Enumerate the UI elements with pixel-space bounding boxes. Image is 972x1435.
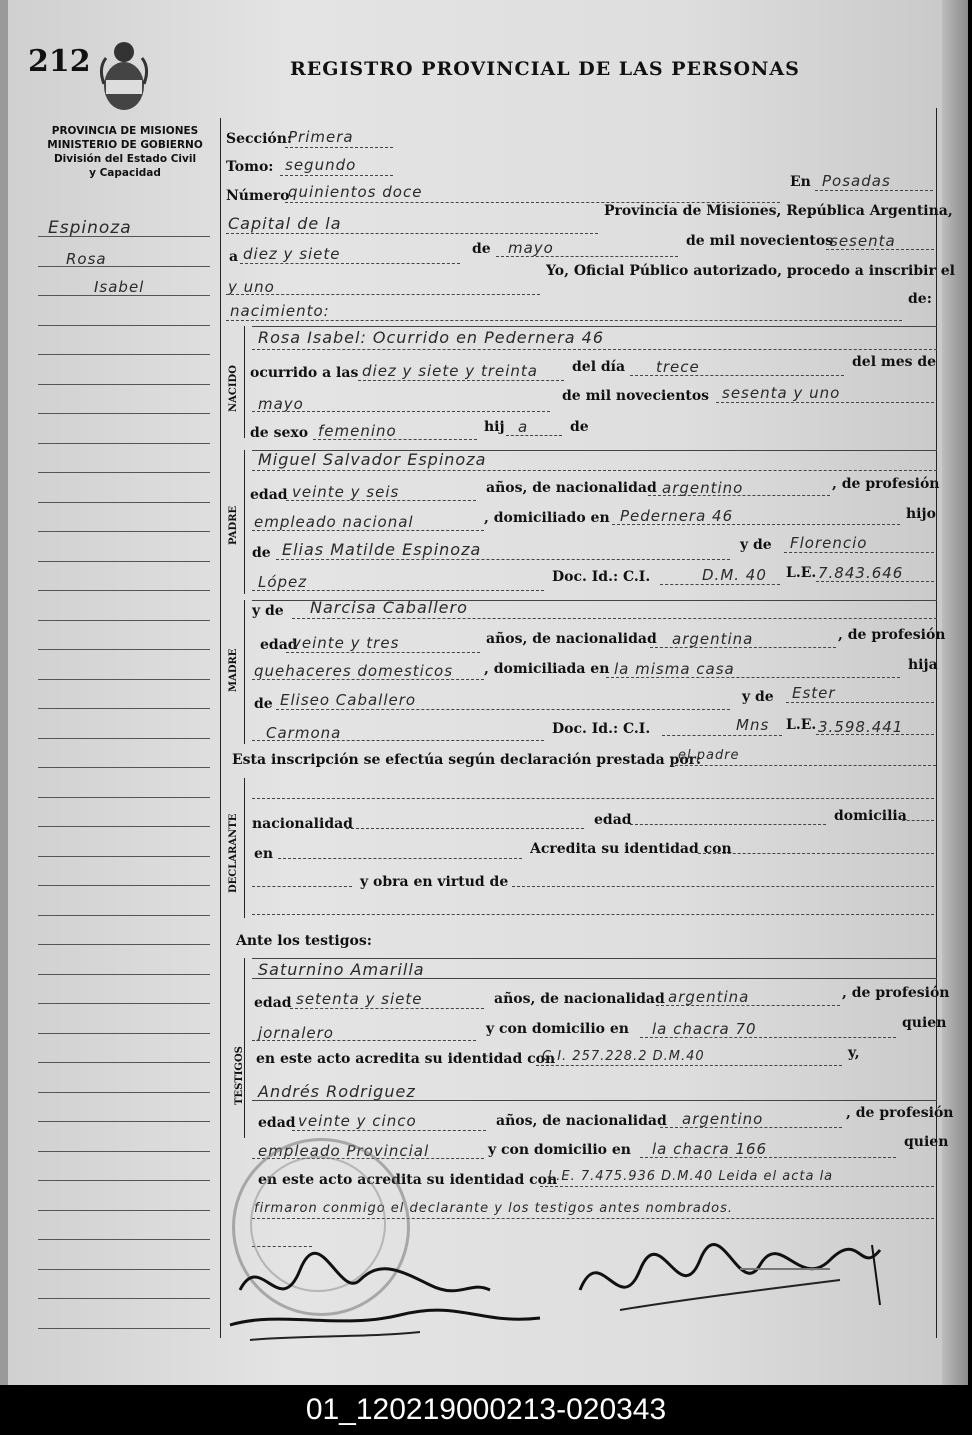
office-line: PROVINCIA DE MISIONES [51,125,199,137]
frame-right-rule [936,108,937,1338]
de-label: de [254,696,273,712]
binding-edge [0,0,8,1385]
margin-rule-line [38,767,210,768]
margin-rule-line [38,649,210,650]
padre-rule [244,450,245,594]
sexo-value: femenino [318,422,397,440]
anio-value: sesenta y uno [722,384,841,402]
margin-rule-line [38,1092,210,1093]
quien-label: quien [904,1134,949,1150]
acredita-label: en este acto acredita su identidad con [258,1172,558,1188]
section-label-nacido: NACIDO [228,365,239,412]
hija-label: hija [908,657,938,673]
margin-rule-line [38,974,210,975]
fill-line [276,559,730,560]
fill-line [276,709,730,710]
mil-label: de mil novecientos [562,388,710,404]
hij-label: hij [484,419,505,435]
dia-prefix: a [229,249,239,265]
fill-line [226,294,540,295]
fill-line [656,1005,840,1006]
margin-rule-line [38,708,210,709]
margin-rule-line [38,620,210,621]
margin-rule-line [38,590,210,591]
fill-line [252,886,352,887]
section-label-declarante: DECLARANTE [228,813,239,893]
margin-rule-line [38,472,210,473]
del-mes-label: del mes de [852,354,937,370]
madre-padre-de: Ester [792,684,836,702]
fill-line [252,914,934,915]
provincia-label: Provincia de Misiones, República Argentina, [604,203,953,219]
fill-line [252,530,484,531]
edad-label: edad [258,1115,296,1131]
fill-line [540,1186,934,1187]
fill-line [292,1130,486,1131]
fill-line [358,380,564,381]
madre-madre-de: Eliseo Caballero [280,691,417,709]
fill-line [506,435,562,436]
testigo1-id: C.I. 257.228.2 D.M.40 [542,1049,705,1064]
margin-rule-line [38,531,210,532]
section-label-madre: MADRE [228,648,239,692]
dec-nac-label: nacionalidad [252,816,353,832]
fill-line [640,1157,896,1158]
fill-line [346,828,584,829]
dec-en-label: en [254,846,274,862]
prof-label: , de profesión [832,476,940,492]
dec-acredita-label: Acredita su identidad con [530,841,732,857]
nacido-rule [244,326,245,438]
hij-value: a [518,418,529,436]
margin-rule-line [38,561,210,562]
fill-line [716,402,934,403]
testigo1-nac: argentina [668,988,750,1006]
fill-line [784,552,934,553]
edad-label: edad [260,637,298,653]
dia-value: trece [656,358,700,376]
de-label: de [252,545,271,561]
margin-rule-line [38,266,210,267]
anio-value: sesenta [830,232,896,250]
testigo1-prof: jornalero [258,1024,334,1042]
dec-edad-label: edad [594,812,632,828]
nac-label: años, de nacionalidad [496,1113,667,1129]
edad-label: edad [250,487,288,503]
testigo1-nombre: Saturnino Amarilla [258,960,425,979]
margin-rule-line [38,944,210,945]
margin-rule-line [38,384,210,385]
padre-padre-de: Florencio [790,534,868,552]
fill-line [670,765,936,766]
margin-rule-line [38,1033,210,1034]
folio-number: 212 [28,44,91,79]
nac-label: años, de nacionalidad [486,480,657,496]
fill-line [660,584,780,585]
fill-line [606,677,900,678]
margin-rule-line [38,1062,210,1063]
dec-dom-label: domicilia [834,808,907,824]
madre-le: 3.598.441 [818,718,904,736]
madre-dom: la misma casa [614,660,735,678]
fill-line [826,249,934,250]
del-dia-label: del día [572,359,626,375]
fill-line [650,647,836,648]
fill-line [252,411,550,412]
fill-line [815,190,933,191]
section-rule [252,326,937,327]
padre-nombre: Miguel Salvador Espinoza [258,450,487,469]
office-line: División del Estado Civil [53,153,197,165]
page-title: REGISTRO PROVINCIAL DE LAS PERSONAS [290,58,800,80]
testigo2-edad: veinte y cinco [298,1112,417,1130]
fill-line [252,349,937,350]
fill-line [648,495,830,496]
fill-line [902,820,934,821]
fill-line [630,824,826,825]
padre-dom: Pedernera 46 [620,507,734,525]
section-rule [252,978,937,979]
margin-rule-line [38,1328,210,1329]
dom-label: , domiciliada en [484,661,610,677]
margin-rule-line [38,826,210,827]
registrar-stamp [740,1268,830,1300]
tomo-label: Tomo: [226,159,274,175]
margin-rule-line [38,443,210,444]
fill-line [286,652,480,653]
anio-value-2: y uno [228,278,275,296]
madre-nac: argentina [672,630,754,648]
coat-of-arms-icon [98,38,150,118]
capital-value: Capital de la [228,214,342,233]
fill-line [536,1065,842,1066]
margin-rule-line [38,1151,210,1152]
declarante-rule [244,778,245,918]
margin-rule-line [38,1003,210,1004]
padre-doc: D.M. 40 [702,566,767,584]
doc-label: Doc. Id.: C.I. [552,721,651,737]
le-label: L.E. [786,565,817,581]
fill-line [786,702,934,703]
margin-rule-line [38,1180,210,1181]
dom-label: y con domicilio en [486,1021,629,1037]
fill-line [612,524,900,525]
margin-rule-line [38,1121,210,1122]
y-label: y, [848,1045,860,1061]
declaracion-label: Esta inscripción se efectúa según declaración prestada por: [232,752,702,768]
fill-line [278,858,522,859]
fill-line [640,1037,896,1038]
dom-label: y con domicilio en [488,1142,631,1158]
margin-rule-line [38,915,210,916]
sexo-label: de sexo [250,425,309,441]
fill-line [252,1040,476,1041]
madre-padre-de-2: Carmona [266,724,342,742]
testigo2-dom: la chacra 166 [652,1140,768,1158]
office-line: y Capacidad [89,167,161,179]
fill-line [280,175,393,176]
margin-surname: Espinoza [48,218,132,238]
fill-line [252,470,937,471]
fill-line [240,263,460,264]
declaracion-value: el padre [678,748,740,763]
hora-value: diez y siete y treinta [362,362,538,380]
fill-line [630,375,844,376]
padre-le: 7.843.646 [818,564,904,582]
fill-line [286,500,476,501]
mil-label: de mil novecientos [686,233,834,249]
testigo2-nombre: Andrés Rodriguez [258,1082,416,1101]
hijo-label: hijo [906,506,936,522]
y-de-label: y de [742,689,774,705]
fill-line [662,735,782,736]
doc-label: Doc. Id.: C.I. [552,569,651,585]
margin-rule-line [38,354,210,355]
fill-line [252,679,484,680]
dec-virtud-label: y obra en virtud de [360,874,509,890]
fill-line [816,581,934,582]
y-de-label: y de [740,537,772,553]
prof-label: , de profesión [842,985,950,1001]
margin-rule-line [38,885,210,886]
ocurrido-label: ocurrido a las [250,365,359,381]
margin-first-name: Rosa [66,250,107,268]
fill-line [285,147,393,148]
section-rule [252,1100,937,1101]
margin-rule-line [38,1298,210,1299]
seccion-value: Primera [288,128,354,146]
fill-line [226,320,902,321]
de-colon-label: de: [908,291,932,307]
acredita-label: en este acto acredita su identidad con [256,1051,556,1067]
nac-label: años, de nacionalidad [494,991,665,1007]
fill-line [252,740,544,741]
fill-line [698,853,934,854]
quien-label: quien [902,1015,947,1031]
dia-value: diez y siete [243,245,341,263]
margin-rule-line [38,738,210,739]
le-label: L.E. [786,717,817,733]
margin-rule-line [38,1239,210,1240]
testigo1-edad: setenta y siete [296,990,423,1008]
frame-left-rule [220,118,221,1338]
numero-label: Número [226,188,290,204]
mes-value: mayo [508,239,554,257]
nac-label: años, de nacionalidad [486,631,657,647]
madre-nombre: Narcisa Caballero [310,598,468,617]
seccion-label: Sección: [226,131,293,147]
margin-rule-line [38,1210,210,1211]
fill-line [512,886,934,887]
prof-label: , de profesión [838,627,946,643]
scan-identifier: 01_120219000213-020343 [0,1385,972,1435]
issuing-office [30,124,220,180]
numero-value: quinientos doce [288,183,423,201]
margin-rule-line [38,856,210,857]
acto-value: nacimiento: [230,302,330,320]
margin-rule-line [38,502,210,503]
fill-line [252,590,544,591]
fill-line [496,256,678,257]
section-label-testigos: TESTIGOS [234,1046,245,1105]
closing-text: firmaron conmigo el declarante y los testigos antes nombrados. [254,1201,734,1216]
section-label-padre: PADRE [228,505,239,545]
de-label: de [570,419,589,435]
fill-line [816,734,934,735]
padre-padre-de-2: López [258,573,308,591]
mes-value: mayo [258,395,304,413]
edad-label: edad [254,995,292,1011]
y-de-label: y de [252,603,284,619]
en-value: Posadas [822,172,891,190]
margin-second-name: Isabel [94,278,145,296]
testigo2-nac: argentino [682,1110,764,1128]
fill-line [660,1127,842,1128]
office-line: MINISTERIO DE GOBIERNO [47,139,203,151]
padre-nac: argentino [662,479,744,497]
nacido-nombre: Rosa Isabel: Ocurrido en Pedernera 46 [258,328,605,347]
en-label: En [790,174,811,190]
fill-line [292,618,937,619]
fill-line [252,798,934,799]
margin-rule-line [38,413,210,414]
testigo1-dom: la chacra 70 [652,1020,757,1038]
prof-label: , de profesión [846,1105,954,1121]
section-rule [252,958,937,959]
madre-edad: veinte y tres [292,634,400,652]
fill-line [313,439,477,440]
margin-rule-line [38,1269,210,1270]
dom-label: , domiciliado en [484,510,610,526]
fill-line [226,233,598,234]
fill-line [290,1008,484,1009]
de-label: de [472,241,491,257]
tomo-value: segundo [285,156,357,174]
margin-rule-line [38,679,210,680]
padre-madre-de: Elias Matilde Espinoza [282,540,482,559]
margin-rule-line [38,325,210,326]
ante-label: Ante los testigos: [236,933,372,949]
madre-prof: quehaceres domesticos [254,662,454,680]
testigo2-id: L.E. 7.475.936 D.M.40 Leida el acta la [548,1169,834,1184]
madre-doc: Mns [736,716,770,734]
padre-prof: empleado nacional [254,513,414,531]
madre-rule [244,600,245,744]
margin-rule-line [38,797,210,798]
testigo2-prof: empleado Provincial [258,1142,430,1160]
padre-edad: veinte y seis [292,483,400,501]
oficial-label: Yo, Oficial Público autorizado, procedo a inscribir el [546,263,955,279]
